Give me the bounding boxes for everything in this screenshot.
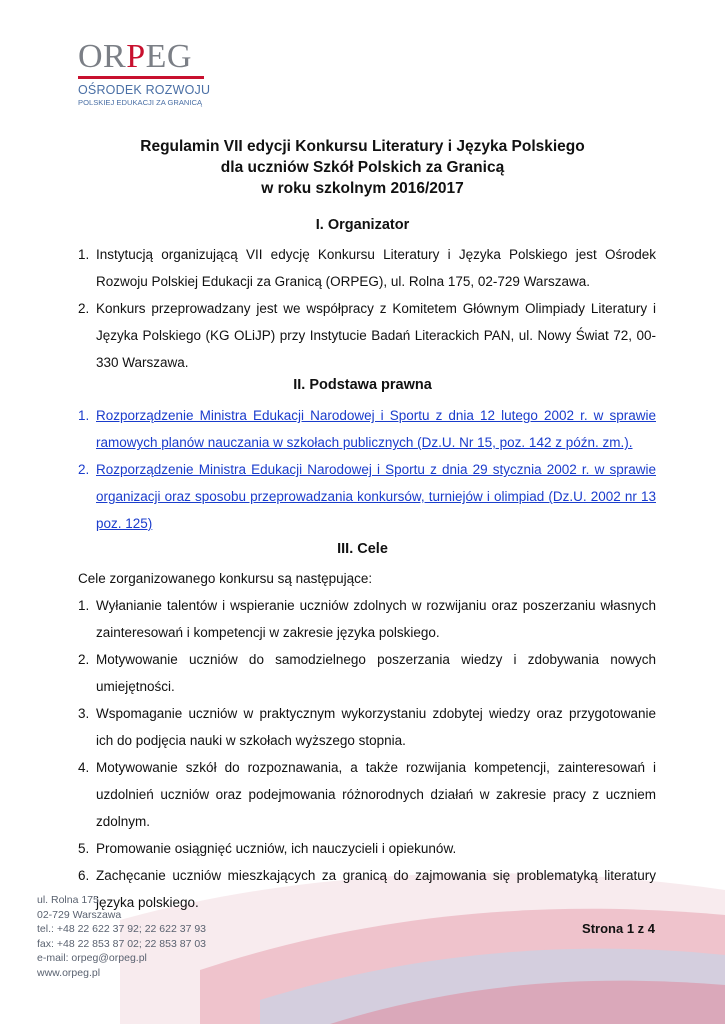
item-number: 1. (78, 598, 90, 613)
logo-wordmark-or: OR (78, 38, 127, 75)
legal-link-item[interactable] (78, 402, 656, 456)
logo-wordmark-eg: EG (145, 38, 192, 75)
goals-intro: Cele zorganizowanego konkursu są następujące: (78, 571, 373, 586)
item-number: 4. (78, 760, 90, 775)
list-item (78, 592, 656, 646)
item-text: Zachęcanie uczniów mieszkających za granicą do zajmowania się problematyką literatury języka polskiego. (96, 868, 656, 910)
title-line-3: w roku szkolnym 2016/2017 (261, 180, 464, 197)
footer-address-city: 02-729 Warszawa (37, 908, 122, 921)
item-text: Promowanie osiągnięć uczniów, ich nauczycieli i opiekunów. (96, 841, 457, 856)
document-title (0, 136, 725, 199)
footer-website[interactable]: www.orpeg.pl (37, 966, 101, 979)
logo-subtitle-small: POLSKIEJ EDUKACJI ZA GRANICĄ (78, 98, 203, 107)
item-text: Motywowanie szkół do rozpoznawania, a także rozwijania kompetencji, zainteresowań i uzdolnień uczniów oraz podejmowania różnorodnych działań w zakresie pracy z uczniem zdolnym. (96, 760, 656, 829)
page-number: Strona 1 z 4 (582, 921, 655, 936)
list-item (78, 754, 656, 835)
list-item (78, 295, 656, 376)
footer-tel: tel.: +48 22 622 37 92; 22 622 37 93 (37, 923, 207, 936)
title-line-1: Regulamin VII edycji Konkursu Literatury i Języka Polskiego (140, 138, 585, 155)
section-heading-legal-basis: II. Podstawa prawna (293, 377, 432, 393)
title-line-2: dla uczniów Szkół Polskich za Granicą (220, 159, 505, 176)
footer-address-street: ul. Rolna 175 (37, 894, 99, 906)
legal-basis-list (78, 402, 656, 537)
footer-contact (37, 893, 206, 981)
item-text: Instytucją organizującą VII edycję Konkursu Literatury i Języka Polskiego jest Ośrodek Rozwoju Polskiej Edukacji za Granicą (ORPEG), ul. Rolna 175, 02-729 Warszawa. (96, 247, 656, 289)
orpeg-logo (78, 40, 218, 107)
item-number: 1. (78, 408, 90, 423)
section-heading-goals: III. Cele (337, 541, 388, 557)
goals-list (78, 592, 656, 916)
item-number: 1. (78, 247, 90, 262)
legal-link[interactable]: Rozporządzenie Ministra Edukacji Narodowej i Sportu z dnia 29 stycznia 2002 r. w sprawie organizacji oraz sposobu przeprowadzania konkursów, turniejów i olimpiad (Dz.U. 2002 nr 13 poz. 125) (96, 462, 656, 531)
legal-link-item[interactable] (78, 456, 656, 537)
item-number: 5. (78, 841, 90, 856)
logo-underline (78, 76, 204, 79)
list-item (78, 241, 656, 295)
item-number: 2. (78, 462, 90, 477)
item-number: 2. (78, 301, 90, 316)
item-text: Wyłanianie talentów i wspieranie uczniów zdolnych w rozwijaniu oraz poszerzaniu własnych zainteresowań i kompetencji w zakresie języka polskiego. (96, 598, 656, 640)
footer-fax: fax: +48 22 853 87 02; 22 853 87 03 (37, 937, 207, 950)
item-text: Konkurs przeprowadzany jest we współpracy z Komitetem Głównym Olimpiady Literatury i Języka Polskiego (KG OLiJP) przy Instytucie Badań Literackich PAN, ul. Nowy Świat 72, 00-330 Warszawa. (96, 301, 656, 370)
footer-email[interactable]: e-mail: orpeg@orpeg.pl (37, 952, 147, 965)
logo-wordmark (78, 40, 218, 74)
list-item (78, 700, 656, 754)
organizer-list (78, 241, 656, 376)
item-number: 3. (78, 706, 90, 721)
item-number: 2. (78, 652, 90, 667)
item-text: Motywowanie uczniów do samodzielnego poszerzania wiedzy i zdobywania nowych umiejętności. (96, 652, 656, 694)
list-item (78, 646, 656, 700)
item-number: 6. (78, 868, 90, 883)
logo-subtitle: OŚRODEK ROZWOJU (78, 83, 211, 97)
legal-link[interactable]: Rozporządzenie Ministra Edukacji Narodowej i Sportu z dnia 12 lutego 2002 r. w sprawie ramowych planów nauczania w szkołach publicznych (Dz.U. Nr 15, poz. 142 z późn. zm.). (96, 408, 656, 450)
item-text: Wspomaganie uczniów w praktycznym wykorzystaniu zdobytej wiedzy oraz przygotowanie ich do podjęcia nauki w szkołach wyższego stopnia. (96, 706, 656, 748)
list-item (78, 835, 656, 862)
logo-wordmark-p: P (126, 38, 146, 75)
section-heading-organizer: I. Organizator (315, 217, 410, 233)
